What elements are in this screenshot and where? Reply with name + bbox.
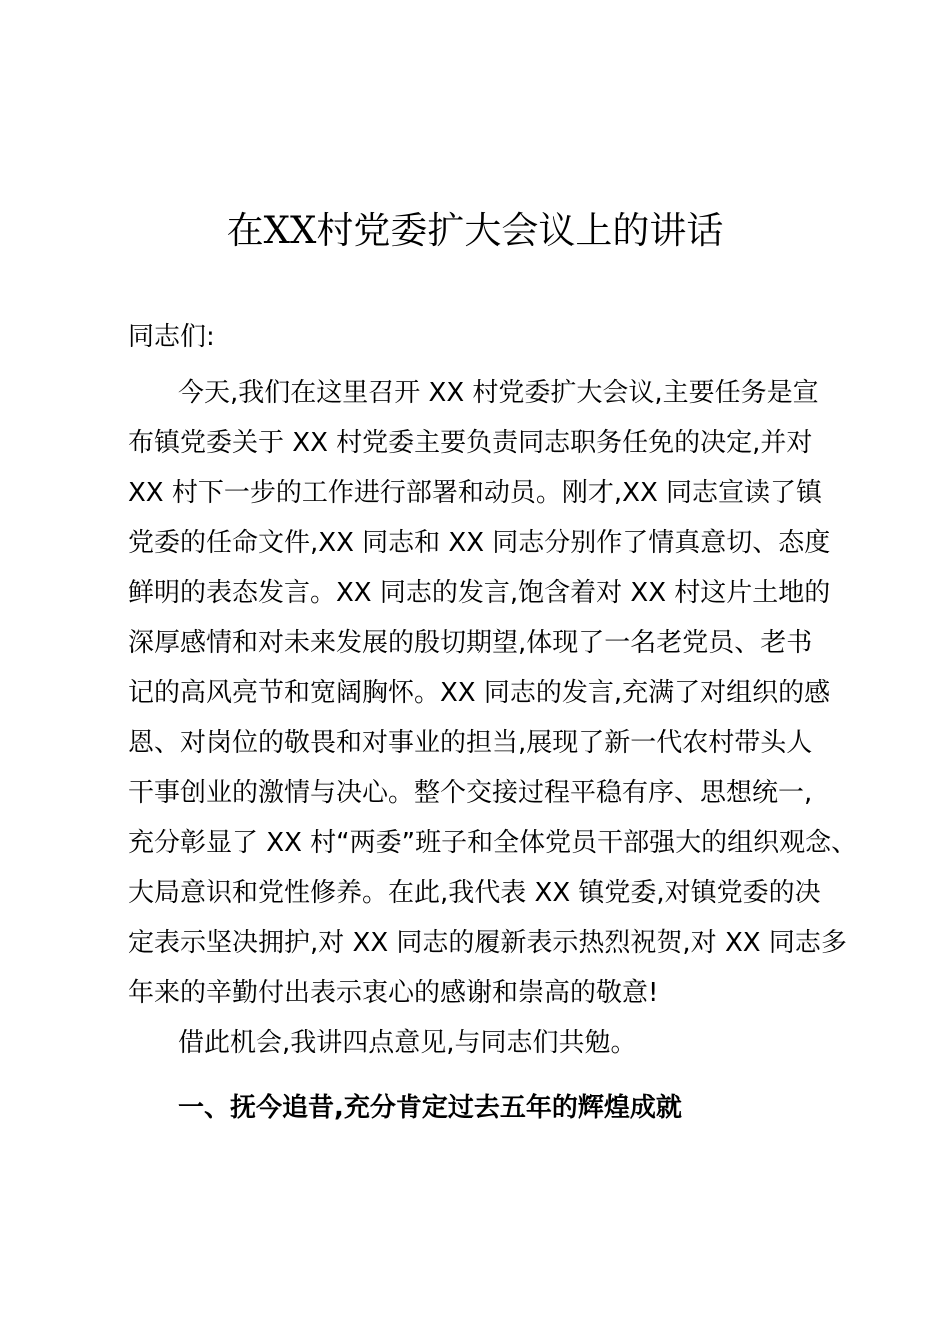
paragraph-line: 记的高风亮节和宽阔胸怀。XX 同志的发言,充满了对组织的感 — [128, 678, 831, 708]
paragraph-line: 充分彰显了 XX 村“两委”班子和全体党员干部强大的组织观念、 — [128, 828, 858, 858]
document-title: 在XX村党委扩大会议上的讲话 — [226, 209, 724, 252]
paragraph-line: 鲜明的表态发言。XX 同志的发言,饱含着对 XX 村这片土地的 — [128, 578, 831, 608]
paragraph-2: 借此机会,我讲四点意见,与同志们共勉。 — [178, 1028, 637, 1058]
paragraph-line: 干事创业的激情与决心。整个交接过程平稳有序、思想统一, — [128, 778, 813, 808]
paragraph-line: 布镇党委关于 XX 村党委主要负责同志职务任免的决定,并对 — [128, 428, 813, 458]
paragraph-line: XX 村下一步的工作进行部署和动员。刚才,XX 同志宣读了镇 — [128, 478, 823, 508]
paragraph-line: 深厚感情和对未来发展的殷切期望,体现了一名老党员、老书 — [128, 628, 813, 658]
paragraph-line: 定表示坚决拥护,对 XX 同志的履新表示热烈祝贺,对 XX 同志多 — [128, 928, 847, 958]
salutation: 同志们: — [128, 322, 215, 352]
paragraph-line: 恩、对岗位的敬畏和对事业的担当,展现了新一代农村带头人 — [128, 728, 813, 758]
paragraph-line: 今天,我们在这里召开 XX 村党委扩大会议,主要任务是宣 — [178, 378, 819, 408]
paragraph-line: 党委的任命文件,XX 同志和 XX 同志分别作了情真意切、态度 — [128, 528, 831, 558]
paragraph-line: 年来的辛勤付出表示衷心的感谢和崇高的敬意! — [128, 978, 659, 1008]
paragraph-line: 大局意识和党性修养。在此,我代表 XX 镇党委,对镇党委的决 — [128, 878, 821, 908]
section-heading-1: 一、抚今追昔,充分肯定过去五年的辉煌成就 — [178, 1093, 682, 1123]
